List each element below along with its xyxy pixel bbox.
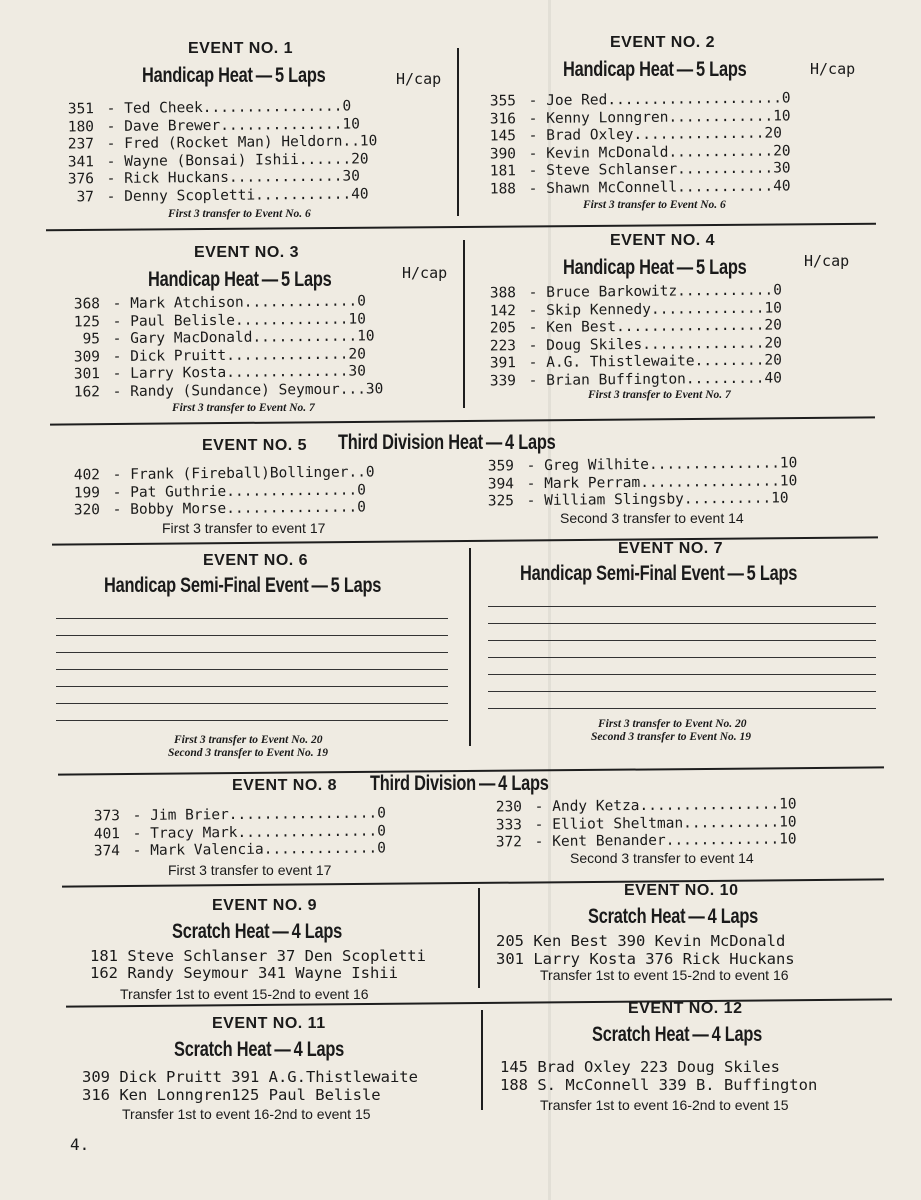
event-6-transfer-2: Second 3 transfer to Event No. 19	[168, 747, 329, 759]
blank-line	[56, 720, 448, 721]
event-4-subtitle: Handicap Heat — 5 Laps	[563, 256, 747, 279]
divider	[50, 416, 875, 425]
car-number: 373	[93, 808, 121, 825]
event-12-transfer: Transfer 1st to event 16-2nd to event 15	[540, 1097, 789, 1113]
event-10-transfer: Transfer 1st to event 15-2nd to event 16	[540, 967, 789, 983]
blank-line	[56, 703, 448, 704]
car-number: 125	[73, 313, 101, 331]
car-number: 359	[487, 458, 515, 475]
driver-name: - Tracy Mark................0	[123, 822, 386, 842]
driver-name: - Dick Pruitt..............20	[103, 346, 366, 365]
driver-name: - Gary MacDonald............10	[103, 328, 375, 348]
blank-line	[56, 652, 448, 653]
event-6-subtitle: Handicap Semi-Final Event — 5 Laps	[104, 574, 382, 597]
event-11-title: EVENT NO. 11	[212, 1015, 326, 1032]
divider	[469, 548, 471, 746]
driver-name: - Frank (Fireball)Bollinger..0	[103, 464, 375, 484]
driver-name: - Greg Wilhite...............10	[517, 455, 798, 475]
blank-line	[56, 635, 448, 636]
driver-name: - Kent Benander.............10	[525, 831, 797, 851]
car-number: 230	[495, 799, 523, 816]
car-number: 199	[73, 484, 101, 502]
event-9-line-2: 162 Randy Seymour 341 Wayne Ishii	[90, 964, 398, 982]
car-number: 394	[487, 475, 515, 493]
event-9-line-1: 181 Steve Schlanser 37 Den Scopletti	[90, 947, 426, 965]
divider	[481, 1010, 483, 1110]
driver-name: - Paul Belisle.............10	[103, 310, 366, 330]
entry-row	[482, 831, 797, 852]
page-number: 4.	[70, 1135, 90, 1154]
driver-name: - Kenny Lonngren............10	[519, 107, 791, 127]
driver-name: - Kevin McDonald............20	[519, 143, 791, 162]
driver-name: - Brian Buffington.........40	[519, 370, 782, 390]
car-number: 368	[73, 296, 101, 313]
event-9-subtitle: Scratch Heat — 4 Laps	[172, 920, 343, 943]
event-7-title: EVENT NO. 7	[618, 540, 724, 557]
event-10-line-1: 205 Ken Best 390 Kevin McDonald	[496, 932, 786, 950]
car-number: 351	[67, 101, 95, 118]
car-number: 145	[489, 128, 517, 145]
event-10-title: EVENT NO. 10	[624, 882, 739, 899]
car-number: 333	[495, 816, 523, 834]
car-number: 181	[489, 163, 517, 180]
driver-name: - Ken Best.................20	[519, 317, 782, 337]
event-10-line-2: 301 Larry Kosta 376 Rick Huckans	[496, 950, 795, 968]
event-1-subtitle: Handicap Heat — 5 Laps	[142, 64, 326, 87]
driver-name: - Joe Red....................0	[519, 90, 791, 110]
driver-name: - William Slingsby..........10	[517, 490, 789, 510]
driver-name: - Shawn McConnell...........40	[519, 178, 791, 198]
event-6-transfer-1: First 3 transfer to Event No. 20	[174, 734, 323, 746]
event-6-title: EVENT NO. 6	[203, 552, 309, 569]
car-number: 401	[93, 825, 121, 843]
driver-name: - Steve Schlanser...........30	[519, 160, 791, 180]
car-number: 309	[73, 348, 101, 366]
driver-name: - Skip Kennedy.............10	[519, 299, 782, 319]
event-7-transfer-2: Second 3 transfer to Event No. 19	[591, 731, 752, 743]
car-number: 402	[73, 467, 101, 484]
blank-line	[488, 708, 876, 709]
event-2-subtitle: Handicap Heat — 5 Laps	[563, 58, 747, 81]
entry-row	[60, 380, 384, 401]
car-number: 162	[73, 384, 101, 401]
driver-name: - Andy Ketza................10	[525, 796, 797, 816]
event-2-title: EVENT NO. 2	[610, 34, 716, 51]
event-9-transfer: Transfer 1st to event 15-2nd to event 16	[120, 986, 369, 1002]
car-number: 325	[487, 493, 515, 510]
car-number: 223	[489, 337, 517, 355]
event-5-transfer-right: Second 3 transfer to event 14	[560, 510, 744, 526]
event-12-line-1: 145 Brad Oxley 223 Doug Skiles	[500, 1058, 780, 1076]
car-number: 355	[489, 93, 517, 110]
event-8-title: EVENT NO. 8	[232, 777, 338, 794]
event-2-transfer: First 3 transfer to Event No. 6	[583, 199, 726, 211]
event-11-transfer: Transfer 1st to event 16-2nd to event 15	[122, 1106, 371, 1122]
event-4-transfer: First 3 transfer to Event No. 7	[588, 389, 731, 401]
car-number: 388	[489, 285, 517, 302]
divider	[463, 240, 465, 408]
event-9-title: EVENT NO. 9	[212, 897, 318, 914]
car-number: 376	[67, 171, 95, 188]
blank-line	[488, 640, 876, 641]
driver-name: - Mark Perram................10	[517, 472, 798, 492]
blank-line	[488, 623, 876, 624]
blank-line	[56, 686, 448, 687]
car-number: 390	[489, 146, 517, 163]
event-5-title: EVENT NO. 5	[202, 437, 308, 454]
driver-name: - Doug Skiles..............20	[519, 335, 782, 354]
car-number: 237	[67, 136, 95, 153]
driver-name: - Denny Scopletti...........40	[97, 186, 369, 206]
driver-name: - Elliot Sheltman...........10	[525, 813, 797, 833]
event-11-line-2: 316 Ken Lonngren125 Paul Belisle	[82, 1086, 381, 1104]
event-7-transfer-1: First 3 transfer to Event No. 20	[598, 718, 747, 730]
driver-name: - Rick Huckans.............30	[97, 168, 360, 188]
car-number: 205	[489, 320, 517, 337]
event-11-subtitle: Scratch Heat — 4 Laps	[174, 1038, 345, 1061]
driver-name: - Bruce Barkowitz...........0	[519, 282, 782, 302]
divider	[478, 888, 480, 988]
event-11-line-1: 309 Dick Pruitt 391 A.G.Thistlewaite	[82, 1068, 418, 1086]
event-12-subtitle: Scratch Heat — 4 Laps	[592, 1023, 763, 1046]
blank-line	[56, 618, 448, 619]
driver-name: - Fred (Rocket Man) Heldorn..10	[97, 133, 378, 153]
event-3-hcap-label: H/cap	[402, 264, 448, 282]
car-number: 95	[82, 331, 101, 348]
car-number: 142	[489, 302, 517, 320]
event-4-title: EVENT NO. 4	[610, 232, 716, 249]
event-1-hcap-label: H/cap	[396, 70, 442, 88]
driver-name: - Wayne (Bonsai) Ishii......20	[97, 151, 369, 170]
driver-name: - Brad Oxley...............20	[519, 125, 782, 145]
event-8-transfer-left: First 3 transfer to event 17	[168, 862, 332, 878]
driver-name: - Mark Atchison.............0	[103, 293, 366, 313]
divider	[62, 878, 884, 887]
car-number: 372	[495, 834, 523, 851]
blank-line	[488, 674, 876, 675]
entry-row	[476, 177, 791, 198]
car-number: 301	[73, 366, 101, 383]
event-4-hcap-label: H/cap	[804, 252, 850, 270]
event-3-title: EVENT NO. 3	[194, 244, 300, 261]
entry-row	[474, 490, 789, 511]
event-12-line-2: 188 S. McConnell 339 B. Buffington	[500, 1076, 818, 1094]
event-5-transfer-left: First 3 transfer to event 17	[162, 520, 326, 536]
event-1-title: EVENT NO. 1	[188, 40, 294, 57]
car-number: 391	[489, 355, 517, 372]
driver-name: - Bobby Morse...............0	[103, 499, 366, 519]
event-8-subtitle: Third Division — 4 Laps	[370, 772, 549, 795]
driver-name: - Mark Valencia.............0	[123, 840, 386, 860]
car-number: 320	[73, 502, 101, 519]
divider	[46, 223, 876, 232]
event-3-subtitle: Handicap Heat — 5 Laps	[148, 268, 332, 291]
entry-row	[54, 185, 369, 206]
blank-line	[488, 691, 876, 692]
car-number: 374	[93, 843, 121, 860]
blank-line	[56, 669, 448, 670]
blank-line	[488, 657, 876, 658]
event-5-subtitle: Third Division Heat — 4 Laps	[338, 431, 556, 454]
blank-line	[488, 606, 876, 607]
driver-name: - Larry Kosta..............30	[103, 363, 366, 383]
event-8-transfer-right: Second 3 transfer to event 14	[570, 850, 754, 866]
car-number: 339	[489, 373, 517, 390]
car-number: 180	[67, 118, 95, 136]
driver-name: - Dave Brewer..............10	[97, 115, 360, 135]
driver-name: - Randy (Sundance) Seymour...30	[103, 381, 384, 401]
event-1-transfer: First 3 transfer to Event No. 6	[168, 208, 311, 220]
entry-row	[476, 369, 782, 390]
car-number: 37	[76, 189, 95, 206]
divider	[457, 48, 459, 216]
event-12-title: EVENT NO. 12	[628, 1000, 743, 1017]
entry-row	[80, 840, 386, 861]
entry-row	[60, 499, 366, 520]
driver-name: - A.G. Thistlewaite........20	[519, 352, 782, 372]
car-number: 316	[489, 110, 517, 128]
car-number: 188	[489, 181, 517, 198]
driver-name: - Jim Brier.................0	[123, 805, 386, 825]
event-3-transfer: First 3 transfer to Event No. 7	[172, 402, 315, 414]
driver-name: - Ted Cheek................0	[97, 98, 352, 118]
car-number: 341	[67, 154, 95, 171]
driver-name: - Pat Guthrie...............0	[103, 481, 366, 501]
event-2-hcap-label: H/cap	[810, 60, 856, 78]
event-10-subtitle: Scratch Heat — 4 Laps	[588, 905, 759, 928]
event-7-subtitle: Handicap Semi-Final Event — 5 Laps	[520, 562, 798, 585]
divider	[52, 536, 878, 545]
